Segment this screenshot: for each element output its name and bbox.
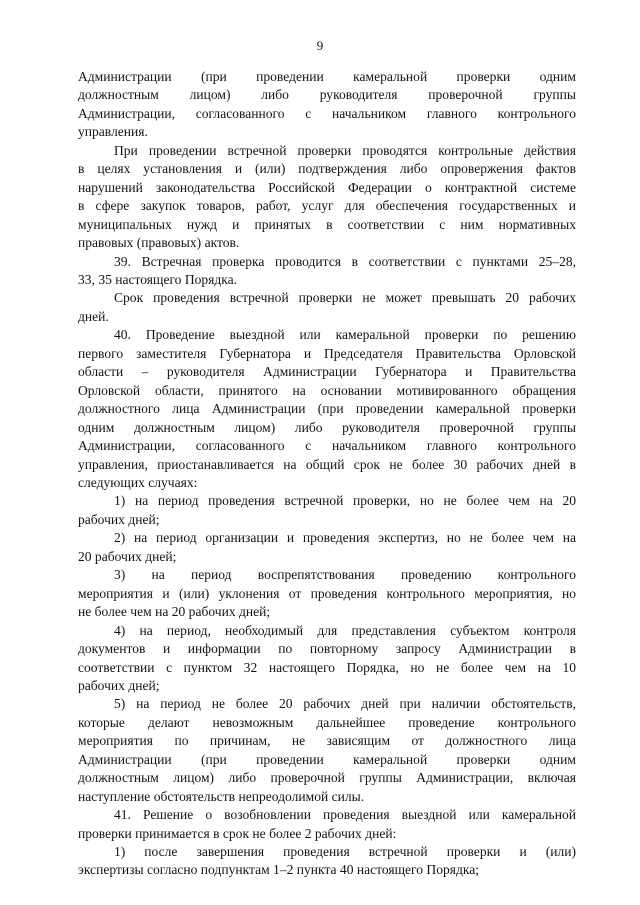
paragraph [78, 253, 576, 290]
text-line: должностным лицом) либо проверочной группы Администрации, включая [78, 770, 576, 786]
text-line: дней. [78, 308, 109, 324]
text-line: наступление обстоятельств непреодолимой силы. [78, 788, 365, 804]
paragraph [78, 289, 576, 326]
text-line: управления, приостанавливается на общий срок не более 30 рабочих дней в [78, 456, 576, 472]
paragraph [78, 695, 576, 806]
text-line: муниципальных нужд и принятых в соответствии с ним нормативных [78, 216, 576, 232]
page-number: 9 [316, 38, 324, 53]
text-line: в сфере закупок товаров, работ, услуг для обеспечения государственных и [78, 198, 576, 214]
text-line: одним должностным лицом) либо руководителя проверочной группы [78, 419, 576, 435]
text-line: рабочих дней; [78, 677, 160, 693]
text-line: первого заместителя Губернатора и Председателя Правительства Орловской [78, 345, 576, 361]
paragraph [78, 806, 576, 843]
text-line: документов и информации по повторному запросу Администрации в [78, 641, 576, 657]
text-line: 3) на период воспрепятствования проведению контрольного [114, 567, 576, 583]
text-line: экспертизы согласно подпунктам 1–2 пункта 40 настоящего Порядка; [78, 862, 480, 878]
paragraph [78, 566, 576, 621]
text-line: которые делают невозможным дальнейшее проведение контрольного [78, 714, 576, 730]
document-body [78, 68, 576, 880]
text-line: управления. [78, 124, 148, 140]
text-line: 5) на период не более 20 рабочих дней при наличии обстоятельств, [114, 696, 576, 712]
text-line: области – руководителя Администрации Губернатора и Правительства [78, 364, 576, 380]
text-line: Администрации (при проведении камеральной проверки одним [78, 751, 576, 767]
text-line: мероприятия и (или) уклонения от проведения контрольного мероприятия, но [78, 585, 576, 601]
text-line: правовых (правовых) актов. [78, 235, 240, 251]
text-line: 33, 35 настоящего Порядка. [78, 271, 238, 287]
text-line: 2) на период организации и проведения экспертиз, но не более чем на [114, 530, 576, 546]
paragraph [78, 622, 576, 696]
paragraph [78, 142, 576, 253]
text-line: нарушений законодательства Российской Федерации о контрактной системе [78, 179, 576, 195]
text-line: Администрации, согласованного с начальником главного контрольного [78, 438, 576, 454]
text-line: 20 рабочих дней; [78, 548, 177, 564]
text-line: Орловской области, принятого на основании мотивированного обращения [78, 382, 576, 398]
text-line: Администрации (при проведении камеральной проверки одним [78, 69, 576, 84]
text-line: не более чем на 20 рабочих дней; [78, 604, 271, 620]
text-line: должностным лицом) либо руководителя проверочной группы [78, 87, 576, 103]
text-line: рабочих дней; [78, 511, 160, 527]
text-line: Срок проведения встречной проверки не может превышать 20 рабочих [114, 290, 576, 306]
text-line: следующих случаях: [78, 474, 198, 490]
text-line: мероприятия по причинам, не зависящим от должностного лица [78, 733, 576, 749]
text-line: 1) на период проведения встречной проверки, но не более чем на 20 [114, 493, 576, 509]
text-line: 1) после завершения проведения встречной проверки и (или) [114, 844, 576, 860]
paragraph [78, 843, 576, 880]
paragraph [78, 68, 576, 142]
text-line: проверки принимается в срок не более 2 рабочих дней: [78, 825, 397, 841]
paragraph [78, 529, 576, 566]
text-line: должностного лица Администрации (при проведении камеральной проверки [78, 401, 576, 417]
text-line: соответствии с пунктом 32 настоящего Порядка, но не более чем на 10 [78, 659, 576, 675]
text-line: 41. Решение о возобновлении проведения выездной или камеральной [114, 807, 576, 823]
paragraph [78, 326, 576, 492]
text-line: При проведении встречной проверки проводятся контрольные действия [114, 142, 576, 158]
text-line: 40. Проведение выездной или камеральной проверки по решению [114, 327, 576, 343]
paragraph [78, 492, 576, 529]
text-line: 4) на период, необходимый для представления субъектом контроля [114, 622, 576, 638]
text-line: 39. Встречная проверка проводится в соответствии с пунктами 25–28, [114, 253, 576, 269]
text-line: в целях установления и (или) подтверждения либо опровержения фактов [78, 161, 576, 177]
text-line: Администрации, согласованного с начальником главного контрольного [78, 105, 576, 121]
